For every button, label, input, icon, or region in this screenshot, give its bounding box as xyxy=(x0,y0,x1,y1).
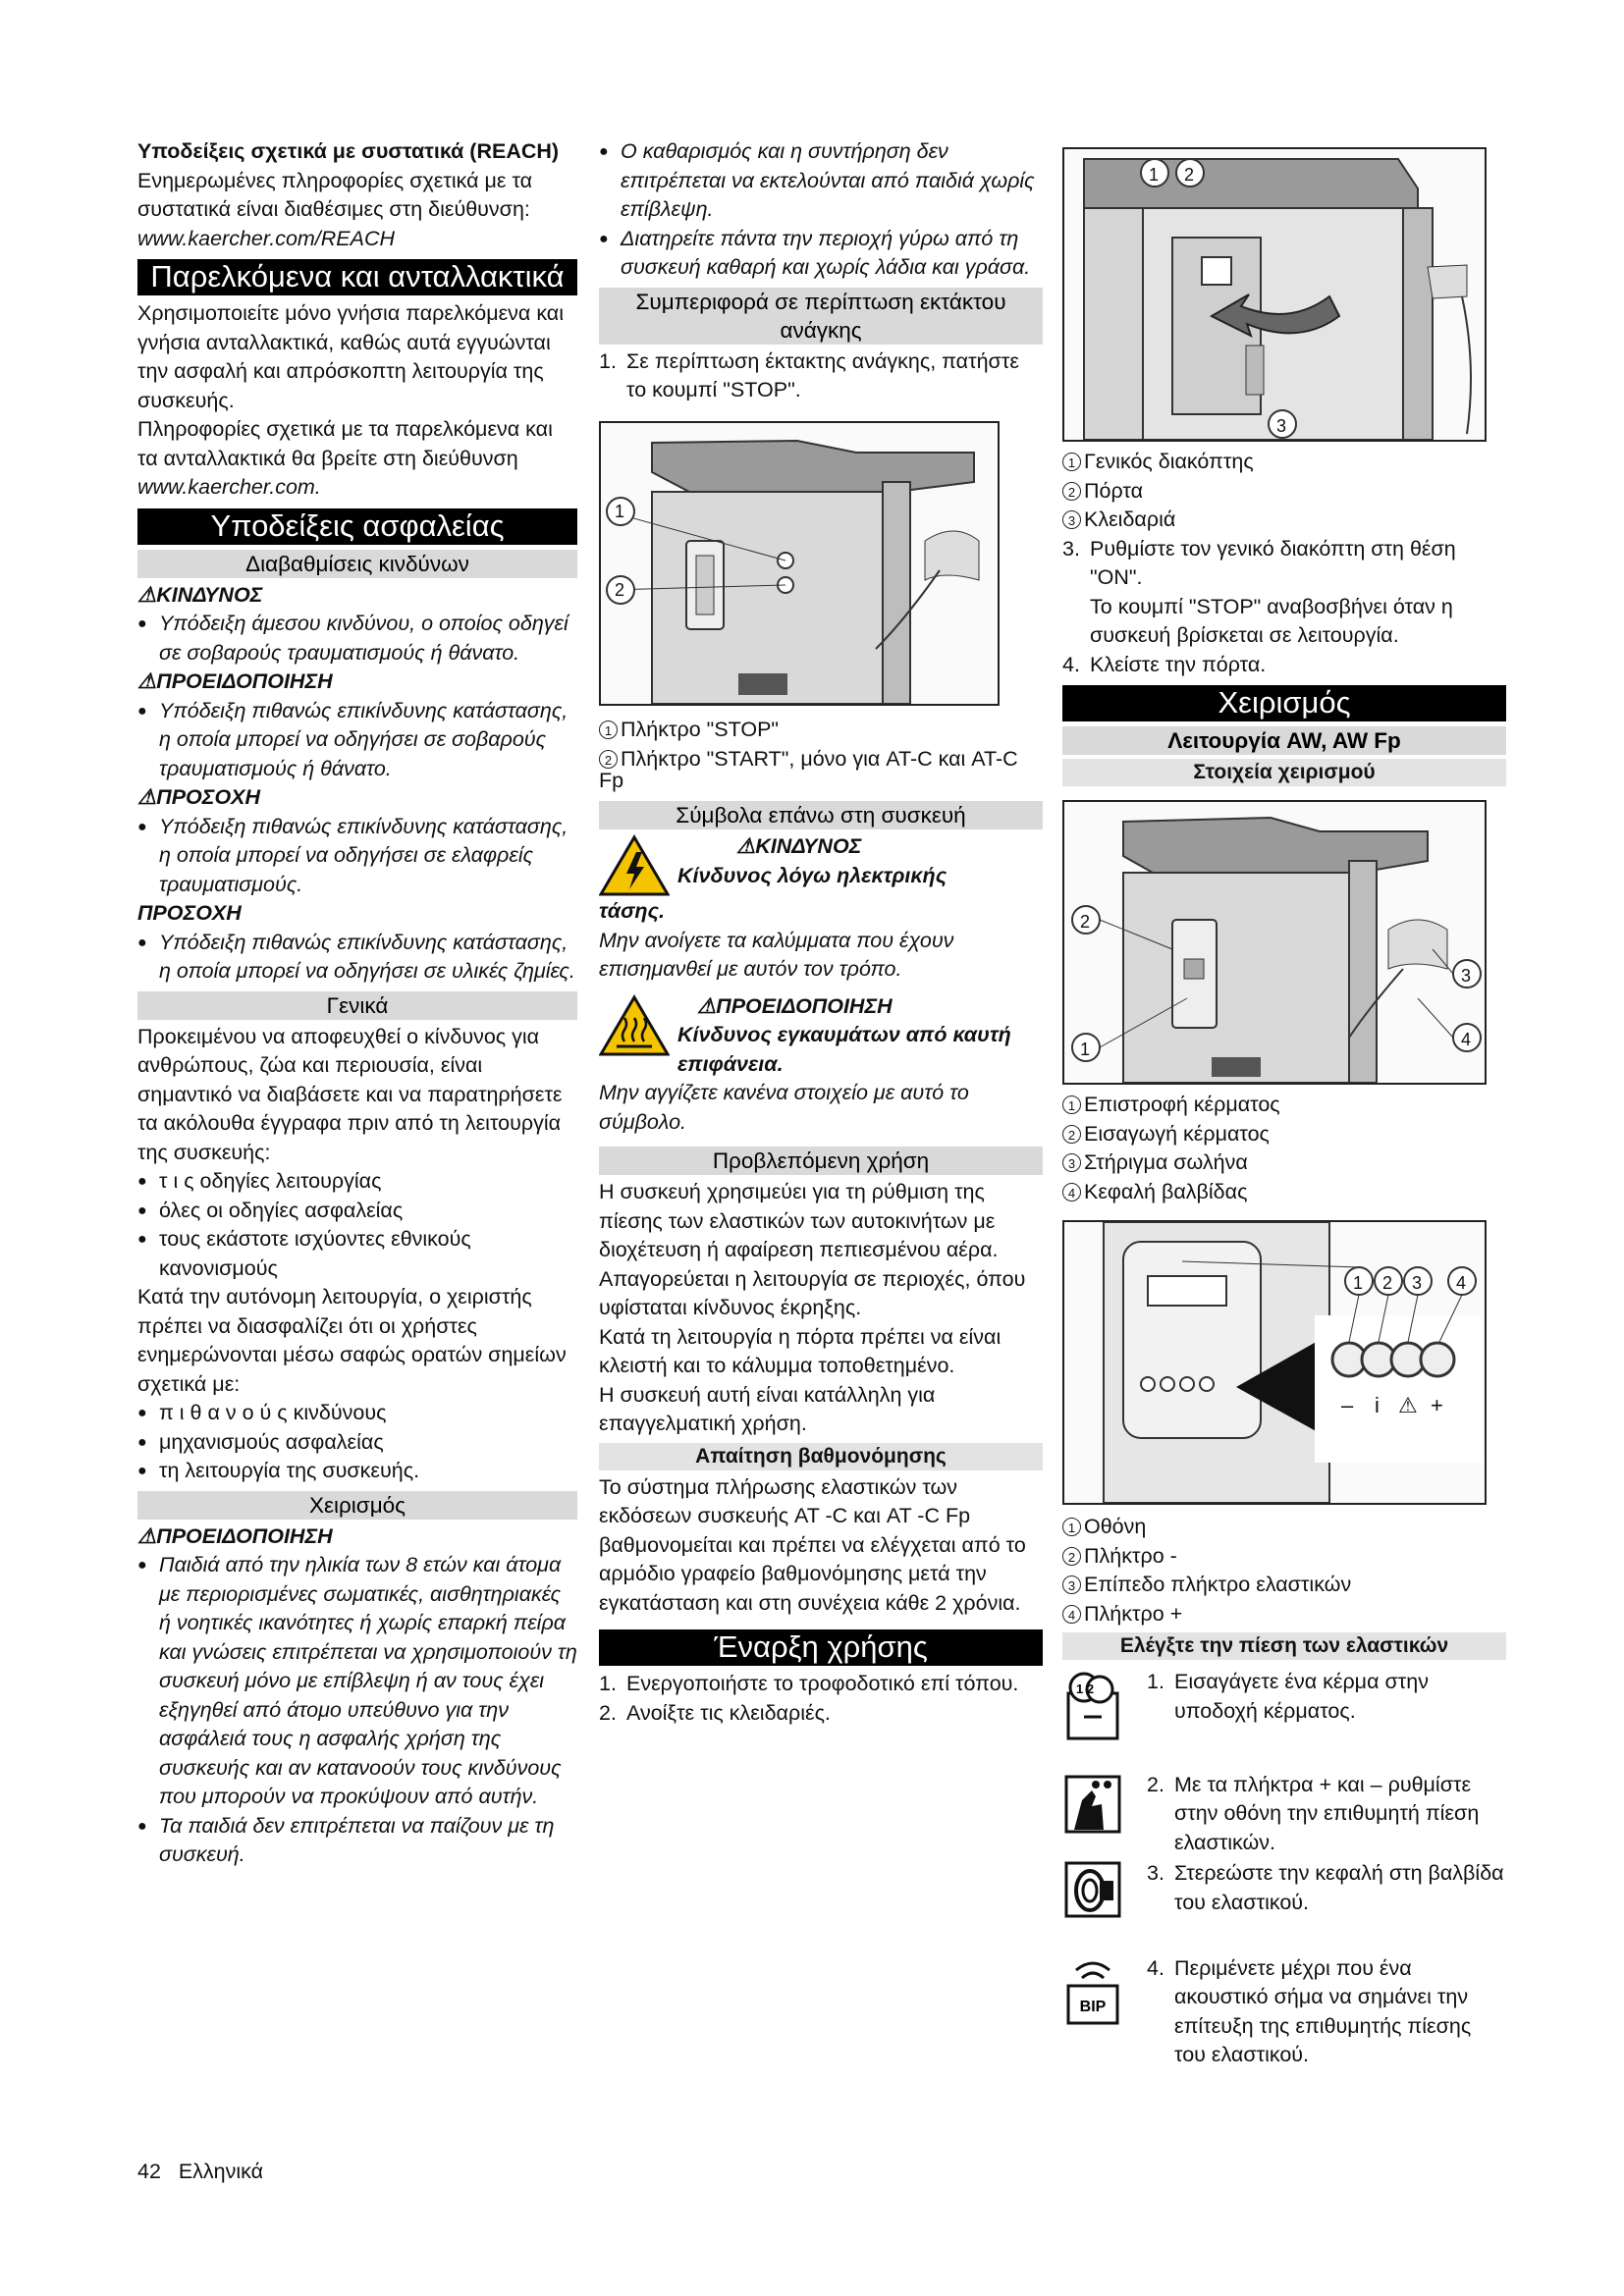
symbol-hot xyxy=(599,992,1043,1080)
caution-text: ● Υπόδειξη πιθανώς επικίνδυνης κατάστασης, η οποία μπορεί να οδηγήσει σε ελαφρείς τραυματισμούς. xyxy=(137,813,577,900)
device-illustration xyxy=(601,423,998,704)
general-heading: Γενικά xyxy=(137,991,577,1020)
accessories-url[interactable]: www.kaercher.com. xyxy=(137,475,321,499)
intended-p4: Η συσκευή αυτή είναι κατάλληλη για επαγγελματική χρήση. xyxy=(599,1382,936,1435)
callout-1: 1 xyxy=(1080,1040,1091,1059)
list-item: ● μηχανισμούς ασφαλείας xyxy=(137,1428,577,1458)
callout-3: 3 xyxy=(1276,416,1287,436)
callout-2: 2 xyxy=(1080,912,1091,932)
accessories-p2: Πληροφορίες σχετικά με τα παρελκόμενα και τα ανταλλακτικά θα βρείτε στη διεύθυνση www.kaercher.com. xyxy=(137,417,553,499)
beep-signal-icon xyxy=(1062,1954,1123,2027)
legend-item: 1 Οθόνη xyxy=(1062,1513,1506,1542)
notice-label: ΠΡΟΣΟΧΗ xyxy=(137,901,242,925)
list-item: ● όλες οι οδηγίες ασφαλείας xyxy=(137,1197,577,1226)
step-3: 3. Ρυθμίστε τον γενικό διακόπτη στη θέση "ON". xyxy=(1062,536,1456,589)
accessories-heading: Παρελκόμενα και ανταλλακτικά xyxy=(137,259,577,295)
sym1-title-end: τάσης. xyxy=(599,899,665,923)
callout-1: 1 xyxy=(1149,165,1160,185)
list-item: ● τη λειτουργία της συσκευής. xyxy=(137,1457,577,1486)
check-step-2: 2. Με τα πλήκτρα + και – ρυθμίστε στην οθόνη την επιθυμητή πίεση ελαστικών. xyxy=(1062,1771,1506,1858)
legend-item: 2 Εισαγωγή κέρματος xyxy=(1062,1120,1506,1149)
page-number: 42 xyxy=(137,2160,161,2183)
symbols-heading: Σύμβολα επάνω στη συσκευή xyxy=(599,801,1043,829)
danger-text: ● Υπόδειξη άμεσου κινδύνου, ο οποίος οδηγεί σε σοβαρούς τραυματισμούς ή θάνατο. xyxy=(137,610,577,667)
operation-heading: Χειρισμός xyxy=(1062,685,1506,721)
step-4: 4. Κλείστε την πόρτα. xyxy=(1062,652,1267,676)
legend-item: 1 Επιστροφή κέρματος xyxy=(1062,1091,1506,1120)
column-left xyxy=(137,137,577,1870)
device-front-illustration xyxy=(1064,802,1485,1083)
reach-url[interactable]: www.kaercher.com/REACH xyxy=(137,226,396,250)
legend-item: 4 Κεφαλή βαλβίδας xyxy=(1062,1178,1506,1207)
reach-text: Ενημερωμένες πληροφορίες σχετικά με τα συστατικά είναι διαθέσιμες στη διεύθυνση: xyxy=(137,168,533,221)
callout-3: 3 xyxy=(1461,966,1472,986)
warning-label: ⚠ΠΡΟΕΙΔΟΠΟΙΗΣΗ xyxy=(137,669,333,693)
callout-2: 2 xyxy=(1382,1273,1393,1293)
coin-insert-icon xyxy=(1062,1668,1123,1740)
legend-item: 3 Κλειδαριά xyxy=(1062,506,1506,535)
start-step: 2. Ανοίξτε τις κλειδαριές. xyxy=(599,1700,831,1725)
safety-heading: Υποδείξεις ασφαλείας xyxy=(137,508,577,545)
operation-heading: Χειρισμός xyxy=(137,1491,577,1520)
general-p2: Κατά την αυτόνομη λειτουργία, ο χειριστής πρέπει να διασφαλίζει ότι οι χρήστες ενημερώνονται μέσω σαφώς ορατών σημείων σχετικά με: xyxy=(137,1285,567,1396)
callout-4: 4 xyxy=(1456,1273,1467,1293)
electric-hazard-icon xyxy=(599,834,670,897)
op-bullet-1: ● Παιδιά από την ηλικία των 8 ετών και άτομα με περιορισμένες σωματικές, αισθητηριακές ή νοητικές ικανότητες ή χωρίς επαρκή πείρα και γνώσεις επιτρέπεται να χρησιμοποιούν τη συσκευή μόνο με επίβλεψη ή αν τους έχει εξηγηθεί από άτομο υπεύθυνο για την ασφάλειά τους η ασφαλής χρήση της συσκευής και αν κατανοούν τους κινδύνους που μπορούν να προκύψουν από αυτήν. xyxy=(137,1551,577,1812)
legend-item: 3 Στήριγμα σωλήνα xyxy=(1062,1148,1506,1178)
start-heading: Έναρξη χρήσης xyxy=(599,1629,1043,1666)
emergency-heading: Συμπεριφορά σε περίπτωση εκτάκτου ανάγκης xyxy=(599,288,1043,345)
hot-surface-icon xyxy=(599,994,670,1057)
legend-item: 1 Γενικός διακόπτης xyxy=(1062,448,1506,477)
tire-valve-icon xyxy=(1062,1859,1123,1920)
check-step-3: 3. Στερεώστε την κεφαλή στη βαλβίδα του ελαστικού. xyxy=(1062,1859,1506,1929)
check-step-4: BIP 4. Περιμένετε μέχρι που ένα ακουστικό σήμα να σημάνει την επίτευξη της επιθυμητής πίεσης του ελαστικού. xyxy=(1062,1954,1506,2070)
intended-heading: Προβλεπόμενη χρήση xyxy=(599,1147,1043,1175)
intended-p3: Κατά τη λειτουργία η πόρτα πρέπει να είναι κλειστή και το κάλυμμα τοποθετημένο. xyxy=(599,1324,1001,1377)
check-step-1: 1 2 1. Εισαγάγετε ένα κέρμα στην υποδοχή κέρματος. xyxy=(1062,1668,1506,1749)
step-3-note: Το κουμπί "STOP" αναβοσβήνει όταν η συσκευή βρίσκεται σε λειτουργία. xyxy=(1090,594,1453,647)
check-step-text: Εισαγάγετε ένα κέρμα στην υποδοχή κέρματος. xyxy=(1174,1670,1429,1723)
column-right xyxy=(1062,147,1506,2070)
callout-1: 1 xyxy=(615,501,625,521)
intended-p2: Απαγορεύεται η λειτουργία σε περιοχές, όπου υφίσταται κίνδυνος έκρηξης. xyxy=(599,1266,1026,1319)
callout-3: 3 xyxy=(1412,1273,1423,1293)
calibration-text: Το σύστημα πλήρωσης ελαστικών των εκδόσεων συσκευής AT -C και AT -C Fp βαθμονομείται και πρέπει να ελέγχεται από το αρμόδιο γραφείο βαθμονόμησης μετά την εγκατάσταση και στη συνέχεια κάθε 2 χρόνια. xyxy=(599,1474,1026,1615)
list-item: ● π ι θ α ν ο ύ ς κινδύνους xyxy=(137,1399,577,1428)
callout-1: 1 xyxy=(1353,1273,1364,1293)
column-middle xyxy=(599,137,1043,1728)
figure-main-switch xyxy=(1062,147,1487,442)
device-open-illustration xyxy=(1064,149,1485,440)
legend-item: 2 Πλήκτρο - xyxy=(1062,1542,1506,1572)
bullet-cleaning: ● Ο καθαρισμός και η συντήρηση δεν επιτρέπεται να εκτελούνται από παιδιά χωρίς επίβλεψη. xyxy=(599,137,1043,225)
figure-controls xyxy=(1062,800,1487,1085)
accessories-p1: Χρησιμοποιείτε μόνο γνήσια παρελκόμενα και γνήσια ανταλλακτικά, καθώς αυτά εγγυώνται την ασφαλή και απρόσκοπτη λειτουργία της συσκευής. xyxy=(137,301,565,412)
figure-panel xyxy=(1062,1220,1487,1505)
warning-sign: ⚠ xyxy=(1398,1393,1418,1417)
bullet-clean-area: ● Διατηρείτε πάντα την περιοχή γύρω από τη συσκευή καθαρή και χωρίς λάδια και γράσα. xyxy=(599,225,1043,283)
hazard-heading: Διαβαθμίσεις κινδύνων xyxy=(137,550,577,578)
sym1-text: Μην ανοίγετε τα καλύμματα που έχουν επισημανθεί με αυτόν τον τρόπο. xyxy=(599,928,954,981)
list-item: ● τ ι ς οδηγίες λειτουργίας xyxy=(137,1167,577,1197)
legend-item: 2 Πόρτα xyxy=(1062,477,1506,507)
page-footer xyxy=(137,2160,263,2184)
controls-heading: Στοιχεία χειρισμού xyxy=(1062,759,1506,786)
sym1-title: Κίνδυνος λόγω ηλεκτρικής xyxy=(677,863,947,887)
danger-label: ⚠ΚΙΝΔΥΝΟΣ xyxy=(137,582,263,607)
op-bullet-2: ● Τα παιδιά δεν επιτρέπεται να παίζουν με τη συσκευή. xyxy=(137,1812,577,1870)
check-step-text: Περιμένετε μέχρι που ένα ακουστικό σήμα να σημάνει την επίτευξη της επιθυμητής πίεσης του ελαστικού. xyxy=(1174,1955,1472,2066)
minus-sign: – xyxy=(1341,1393,1354,1417)
legend-item: 2 Πλήκτρο "START", μόνο για AT-C και AT-C Fp xyxy=(599,747,1018,792)
plus-sign: + xyxy=(1431,1393,1443,1417)
bip-label: BIP xyxy=(1079,1998,1107,2015)
mode-heading: Λειτουργία AW, AW Fp xyxy=(1062,726,1506,755)
info-sign: i xyxy=(1375,1393,1380,1417)
list-item: ● τους εκάστοτε ισχύοντες εθνικούς κανονισμούς xyxy=(137,1225,577,1283)
notice-text: ● Υπόδειξη πιθανώς επικίνδυνης κατάστασης, η οποία μπορεί να οδηγήσει σε υλικές ζημίες. xyxy=(137,929,577,987)
sym1-label: ⚠ΚΙΝΔΥΝΟΣ xyxy=(736,834,862,858)
control-panel-illustration xyxy=(1064,1222,1485,1503)
check-step-text: Με τα πλήκτρα + και – ρυθμίστε στην οθόνη την επιθυμητή πίεση ελαστικών. xyxy=(1174,1772,1480,1854)
symbol-electric xyxy=(599,832,1043,897)
sym2-title: Κίνδυνος εγκαυμάτων από καυτή επιφάνεια. xyxy=(677,1023,1011,1076)
warning-text: ● Υπόδειξη πιθανώς επικίνδυνης κατάστασης, η οποία μπορεί να οδηγήσει σε σοβαρούς τραυματισμούς ή θάνατο. xyxy=(137,697,577,784)
check-pressure-heading: Ελέγξτε την πίεση των ελαστικών xyxy=(1062,1632,1506,1660)
sym2-label: ⚠ΠΡΟΕΙΔΟΠΟΙΗΣΗ xyxy=(697,993,893,1018)
general-p1: Προκειμένου να αποφευχθεί ο κίνδυνος για ανθρώπους, ζώα και περιουσία, είναι σημαντικό να διαβάσετε και να παρατηρήσετε τα ακόλουθα έγγραφα πριν από τη λειτουργία της συσκευής: xyxy=(137,1024,563,1164)
hand-press-icon xyxy=(1062,1771,1123,1836)
callout-2: 2 xyxy=(615,579,625,600)
reach-title: Υποδείξεις σχετικά με συστατικά (REACH) xyxy=(137,139,560,163)
figure-stop-buttons xyxy=(599,421,1000,706)
sym2-text: Μην αγγίζετε κανένα στοιχείο με αυτό το σύμβολο. xyxy=(599,1081,969,1134)
page-language: Ελληνικά xyxy=(178,2160,264,2183)
intended-p1: Η συσκευή χρησιμεύει για τη ρύθμιση της πίεσης των ελαστικών των αυτοκινήτων με διοχέτευση ή αφαίρεση πεπιεσμένου αέρα. xyxy=(599,1180,999,1261)
legend-item: 3 Επίπεδο πλήκτρο ελαστικών xyxy=(1062,1571,1506,1600)
callout-2: 2 xyxy=(1184,165,1195,185)
op-warning-label: ⚠ΠΡΟΕΙΔΟΠΟΙΗΣΗ xyxy=(137,1523,333,1548)
emergency-step: 1. Σε περίπτωση έκτακτης ανάγκης, πατήστε το κουμπί "STOP". xyxy=(599,348,1019,401)
caution-label: ⚠ΠΡΟΣΟΧΗ xyxy=(137,785,261,809)
calibration-heading: Απαίτηση βαθμονόμησης xyxy=(599,1443,1043,1470)
check-step-text: Στερεώστε την κεφαλή στη βαλβίδα του ελαστικού. xyxy=(1174,1861,1504,1914)
legend-item: 1 Πλήκτρο "STOP" xyxy=(599,716,1043,745)
callout-4: 4 xyxy=(1461,1030,1472,1049)
start-step: 1. Ενεργοποιήστε το τροφοδοτικό επί τόπου. xyxy=(599,1672,1019,1695)
legend-item: 4 Πλήκτρο + xyxy=(1062,1600,1506,1629)
coin-icon-label: 1 2 xyxy=(1076,1682,1095,1696)
